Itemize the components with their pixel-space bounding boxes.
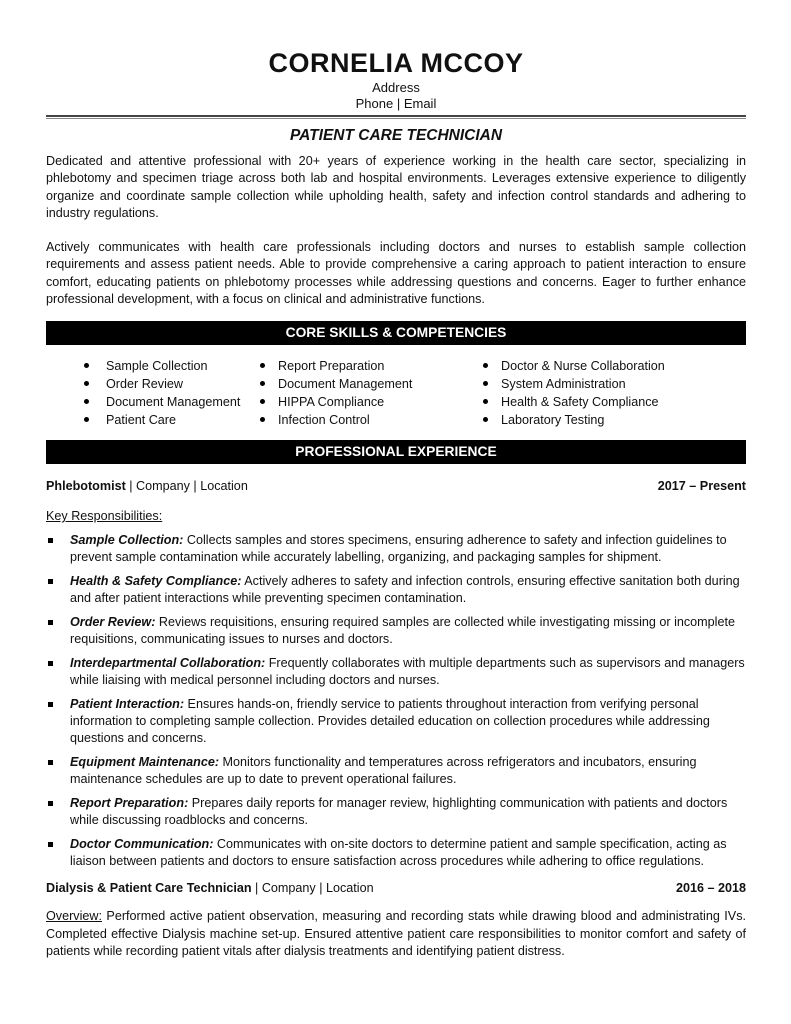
header-divider	[46, 115, 746, 117]
responsibility-label: Interdepartmental Collaboration:	[70, 656, 266, 671]
responsibility-text: Frequently collaborates with multiple departments such as supervisors and managers while liaising with medical personnel including doctors and nurses.	[70, 656, 745, 688]
responsibilities-list	[46, 532, 746, 870]
candidate-name: CORNELIA MCCOY	[268, 48, 524, 78]
skill-item: Health & Safety Compliance	[477, 393, 665, 411]
skill-item: Laboratory Testing	[477, 411, 665, 429]
responsibility-text: Actively adheres to safety and infection controls, ensuring effective sanitation both during and after patient interactions while preventing specimen contamination.	[70, 574, 740, 606]
responsibility-label: Equipment Maintenance:	[70, 755, 220, 770]
job-2-dates: 2016 – 2018	[675, 881, 746, 896]
job-1-role: Phlebotomist	[46, 479, 126, 494]
job-1-company-location: | Company | Location	[125, 479, 248, 494]
skills-column-3	[477, 357, 665, 429]
responsibility-item	[46, 754, 746, 788]
phone-email: Phone | Email	[355, 96, 437, 111]
job-1-header	[46, 477, 746, 495]
responsibility-text: Monitors functionality and temperatures across refrigerators and incubators, ensuring maintenance schedules are up to date to prevent operational failures.	[70, 755, 697, 787]
responsibility-item	[46, 573, 746, 607]
skill-item: Document Management	[254, 375, 477, 393]
job-2-role: Dialysis & Patient Care Technician	[46, 881, 252, 896]
skill-item: Report Preparation	[254, 357, 477, 375]
skills-column-2	[254, 357, 477, 429]
skill-item: Order Review	[46, 375, 254, 393]
responsibility-label: Sample Collection:	[70, 533, 184, 548]
responsibility-item	[46, 614, 746, 648]
responsibility-label: Order Review:	[70, 615, 156, 630]
summary-paragraph-1: Dedicated and attentive professional with 20+ years of experience working in the health care sector, specializing in phlebotomy and specimen triage across both lab and hospital environments. Leverages extensive experience to diligently organize and coordinate sample collection while upholding health, safety and infection control standards and adhering to industry regulations.	[46, 154, 746, 220]
skill-item: Patient Care	[46, 411, 254, 429]
header-divider-thin	[46, 118, 746, 119]
responsibility-text: Ensures hands-on, friendly service to patients throughout interaction from verifying personal information to completing sample collection. Provides detailed education on collection procedures while addressing questions and concerns.	[70, 697, 710, 746]
responsibility-text: Reviews requisitions, ensuring required samples are collected while investigating missing or incomplete requisitions, communicating issues to nurses and doctors.	[70, 615, 735, 647]
responsibility-text: Collects samples and stores specimens, ensuring adherence to safety and infection guidelines to prevent sample contamination while accurately labelling, organizing, and packaging samples for shipment.	[70, 533, 727, 565]
responsibility-label: Doctor Communication:	[70, 837, 214, 852]
key-responsibilities-label: Key Responsibilities:	[46, 509, 163, 524]
resume-page	[46, 46, 746, 960]
responsibility-item	[46, 836, 746, 870]
job-1-title-line	[46, 477, 248, 495]
responsibility-text: Communicates with on-site doctors to determine patient and sample specification, acting as liaison between patients and doctors to ensure satisfaction across procedures while adhering to office regulations.	[70, 837, 727, 869]
job-2-overview	[46, 908, 746, 960]
responsibility-label: Health & Safety Compliance:	[70, 574, 242, 589]
skill-item: Sample Collection	[46, 357, 254, 375]
job-2-title-line	[46, 879, 374, 897]
skill-item: Document Management	[46, 393, 254, 411]
job-2-company-location: | Company | Location	[251, 881, 374, 896]
skill-item: Infection Control	[254, 411, 477, 429]
responsibility-item	[46, 795, 746, 829]
address: Address	[372, 80, 420, 95]
job-title: PATIENT CARE TECHNICIAN	[289, 127, 503, 144]
job-1-dates: 2017 – Present	[657, 479, 746, 494]
skills-list	[46, 357, 746, 429]
summary-paragraph-2: Actively communicates with health care professionals including doctors and nurses to establish sample collection requirements and assess patient needs. Able to provide comprehensive a caring approach to patient interaction to ensure comfort, educating patients on phlebotomy processes while addressing questions and concerns. Eager to further enhance professional development, with a focus on clinical and administrative functions.	[46, 240, 746, 307]
skill-item: Doctor & Nurse Collaboration	[477, 357, 665, 375]
skill-item: HIPPA Compliance	[254, 393, 477, 411]
overview-label: Overview:	[46, 909, 102, 924]
responsibility-item	[46, 696, 746, 747]
responsibility-item	[46, 532, 746, 566]
skills-heading: CORE SKILLS & COMPETENCIES	[46, 321, 746, 345]
experience-heading: PROFESSIONAL EXPERIENCE	[46, 440, 746, 464]
skill-item: System Administration	[477, 375, 665, 393]
overview-text: Performed active patient observation, measuring and recording stats while drawing blood and administrating IVs. Completed effective Dialysis machine set-up. Ensured attentive patient care responsibilities to monitor comfort and safety of patients while recording patient vitals after dialysis treatments and identifying patient distress.	[46, 909, 746, 958]
responsibility-label: Patient Interaction:	[70, 697, 185, 712]
skills-column-1	[46, 357, 254, 429]
responsibility-item	[46, 655, 746, 689]
responsibility-label: Report Preparation:	[70, 796, 189, 811]
job-2-header	[46, 879, 746, 897]
responsibility-text: Prepares daily reports for manager review, highlighting communication with patients and doctors while discussing roadblocks and concerns.	[70, 796, 728, 828]
